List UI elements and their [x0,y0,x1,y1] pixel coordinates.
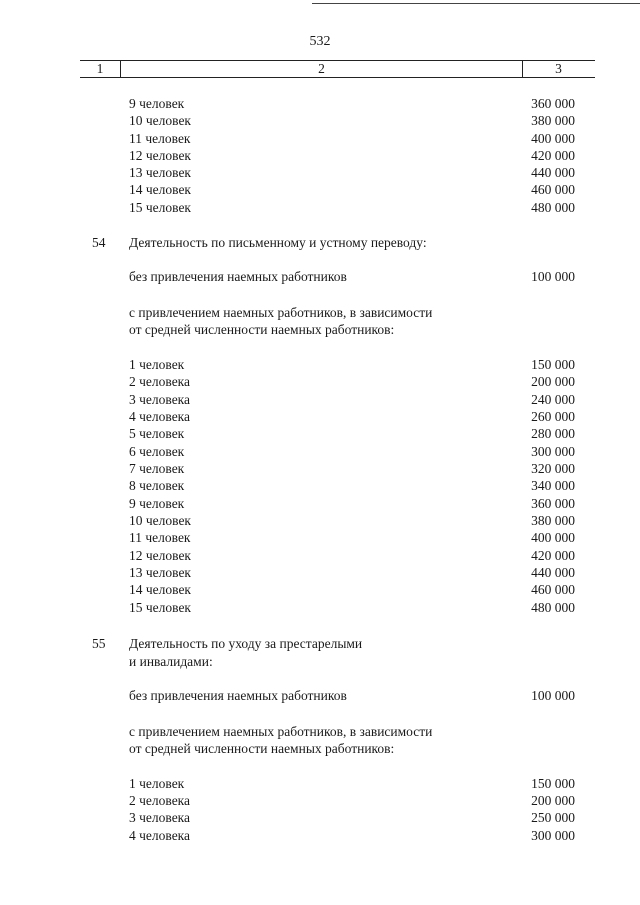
row-value: 100 000 [531,688,575,703]
table-row [0,268,640,285]
row-description: от средней численности наемных работников: [129,322,395,337]
row-description: 10 человек [129,513,191,528]
row-number: 55 [92,636,106,651]
row-description: с привлечением наемных работников, в зависимости [129,724,433,739]
row-value: 260 000 [531,409,575,424]
table-row [0,564,640,581]
row-description: 9 человек [129,496,185,511]
table-row [0,687,640,704]
row-description: без привлечения наемных работников [129,269,347,284]
table-row [0,112,640,129]
table-row [0,391,640,408]
row-description: 3 человека [129,810,191,825]
header-col-2: 2 [120,61,523,77]
row-description: 2 человека [129,793,191,808]
row-value: 460 000 [531,182,575,197]
row-description: 9 человек [129,96,185,111]
row-value: 200 000 [531,374,575,389]
row-value: 380 000 [531,113,575,128]
row-value: 100 000 [531,269,575,284]
row-value: 440 000 [531,165,575,180]
row-description: 3 человека [129,392,191,407]
row-value: 420 000 [531,548,575,563]
row-description: 4 человека [129,828,191,843]
row-value: 150 000 [531,357,575,372]
table-row [0,164,640,181]
row-description: 8 человек [129,478,185,493]
row-description: 7 человек [129,461,185,476]
row-description: 15 человек [129,200,191,215]
table-row [0,529,640,546]
row-value: 250 000 [531,810,575,825]
row-value: 480 000 [531,600,575,615]
row-description: 13 человек [129,165,191,180]
table-row [0,234,640,251]
row-value: 360 000 [531,496,575,511]
header-col-3: 3 [555,61,562,76]
row-description: 1 человек [129,357,185,372]
table-row [0,809,640,826]
row-value: 480 000 [531,200,575,215]
row-description: 4 человека [129,409,191,424]
table-row [0,304,640,321]
row-description: Деятельность по письменному и устному переводу: [129,235,427,250]
row-description: от средней численности наемных работников: [129,741,395,756]
table-row [0,599,640,616]
table-row [0,321,640,338]
row-value: 320 000 [531,461,575,476]
table-row [0,827,640,844]
table-row [0,635,640,652]
row-description: 11 человек [129,530,191,545]
table-row [0,425,640,442]
row-value: 280 000 [531,426,575,441]
row-value: 340 000 [531,478,575,493]
row-description: 13 человек [129,565,191,580]
row-value: 400 000 [531,131,575,146]
header-col-1: 1 [96,61,104,76]
row-value: 400 000 [531,530,575,545]
row-description: 12 человек [129,548,191,563]
table-row [0,181,640,198]
row-value: 420 000 [531,148,575,163]
row-description: с привлечением наемных работников, в зависимости [129,305,433,320]
row-description: и инвалидами: [129,654,213,669]
table-row [0,775,640,792]
row-value: 460 000 [531,582,575,597]
row-description: 15 человек [129,600,191,615]
row-value: 440 000 [531,565,575,580]
row-description: 6 человек [129,444,185,459]
table-row [0,653,640,670]
table-row [0,581,640,598]
row-description: 5 человек [129,426,185,441]
table-row [0,495,640,512]
row-value: 200 000 [531,793,575,808]
row-value: 360 000 [531,96,575,111]
table-row [0,199,640,216]
table-row [0,477,640,494]
table-row [0,147,640,164]
row-description: Деятельность по уходу за престарелыми [129,636,363,651]
row-description: без привлечения наемных работников [129,688,347,703]
row-description: 10 человек [129,113,191,128]
row-value: 240 000 [531,392,575,407]
row-description: 11 человек [129,131,191,146]
row-value: 300 000 [531,828,575,843]
table-row [0,373,640,390]
table-row [0,792,640,809]
row-value: 300 000 [531,444,575,459]
table-row [0,460,640,477]
table-row [0,443,640,460]
table-row [0,547,640,564]
row-description: 14 человек [129,582,191,597]
table-row [0,130,640,147]
table-row [0,512,640,529]
row-value: 150 000 [531,776,575,791]
table-row [0,723,640,740]
row-description: 14 человек [129,182,191,197]
table-row [0,95,640,112]
table-row [0,356,640,373]
row-value: 380 000 [531,513,575,528]
row-number: 54 [92,235,106,250]
table-row [0,740,640,757]
page-number: 532 [309,34,331,49]
row-description: 12 человек [129,148,191,163]
table-row [0,408,640,425]
row-description: 2 человека [129,374,191,389]
row-description: 1 человек [129,776,185,791]
